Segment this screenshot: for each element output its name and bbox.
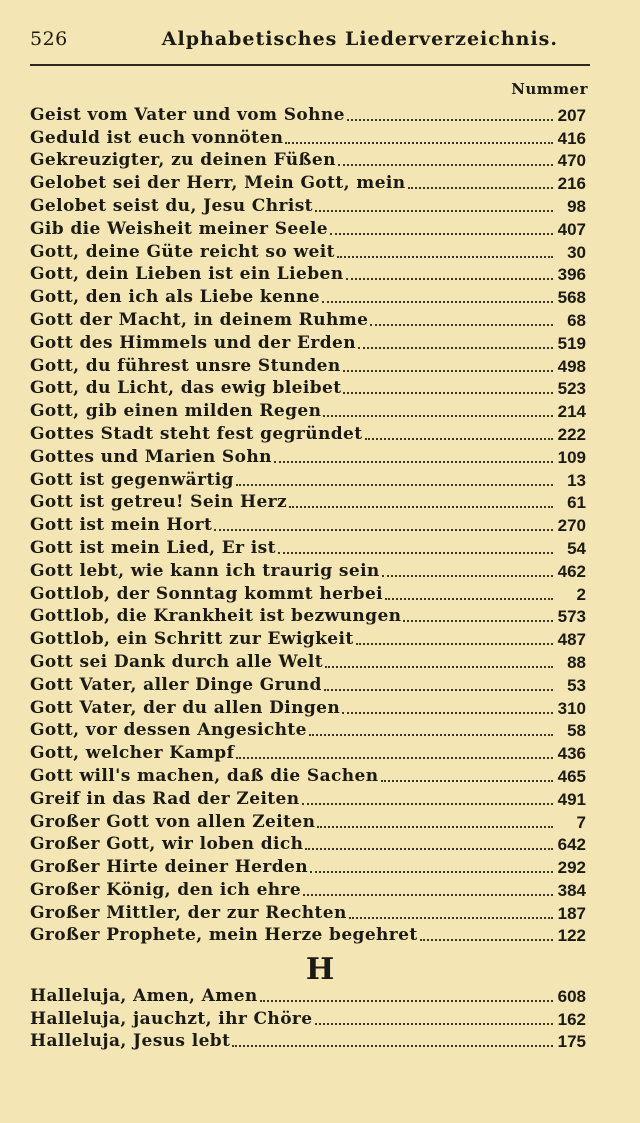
entry-number: 436 [557, 744, 586, 764]
entry-number: 214 [557, 402, 586, 422]
index-entry [30, 490, 586, 513]
index-entry [30, 983, 586, 1006]
entry-number: 13 [567, 470, 586, 490]
dot-leader [303, 893, 553, 896]
index-entry [30, 763, 586, 786]
entry-number: 498 [557, 356, 586, 376]
dot-leader [370, 323, 553, 326]
dot-leader [289, 505, 553, 508]
entry-number: 396 [557, 265, 586, 285]
entry-number: 407 [557, 219, 586, 239]
index-entry [30, 102, 586, 125]
dot-leader [330, 232, 553, 235]
index-entry [30, 262, 586, 285]
index-entry [30, 854, 586, 877]
entry-title: Gott, deine Güte reicht so weit [30, 241, 335, 262]
index-entry [30, 1006, 586, 1029]
entry-title: Großer Gott von allen Zeiten [30, 811, 316, 832]
index-entry [30, 626, 586, 649]
index-entry [30, 193, 586, 216]
entry-number: 216 [557, 174, 586, 194]
index-list-h [30, 983, 586, 1051]
index-entry [30, 672, 586, 695]
entry-title: Gott lebt, wie kann ich traurig sein [30, 560, 380, 581]
index-entry [30, 740, 586, 763]
index-entry [30, 695, 586, 718]
entry-title: Halleluja, jauchzt, ihr Chöre [30, 1008, 313, 1029]
entry-number: 519 [557, 333, 586, 353]
dot-leader [232, 1044, 553, 1047]
entry-title: Gott, welcher Kampf [30, 743, 235, 764]
dot-leader [358, 346, 553, 349]
dot-leader [278, 551, 553, 554]
entry-title: Gott, du Licht, das ewig bleibet [30, 378, 342, 399]
index-entry [30, 877, 586, 900]
index-entry [30, 330, 586, 353]
dot-leader [338, 163, 553, 166]
entry-title: Gottes Stadt steht fest gegründet [30, 423, 363, 444]
index-entry [30, 718, 586, 741]
dot-leader [260, 999, 553, 1002]
index-entry [30, 125, 586, 148]
entry-number: 88 [567, 652, 586, 672]
entry-number: 30 [567, 242, 586, 262]
dot-leader [349, 916, 553, 919]
index-entry [30, 353, 586, 376]
entry-number: 642 [557, 835, 586, 855]
index-entry [30, 216, 586, 239]
entry-number: 175 [557, 1032, 586, 1052]
index-entry [30, 581, 586, 604]
entry-number: 222 [557, 424, 586, 444]
entry-number: 98 [567, 196, 586, 216]
entry-number: 491 [557, 789, 586, 809]
dot-leader [310, 870, 553, 873]
dot-leader [305, 847, 553, 850]
running-title: Alphabetisches Liederverzeichnis. [161, 28, 558, 50]
dot-leader [322, 300, 553, 303]
entry-number: 416 [557, 128, 586, 148]
column-header-nummer: Nummer [511, 80, 588, 98]
entry-number: 109 [557, 447, 586, 467]
dot-leader [324, 688, 553, 691]
entry-number: 573 [557, 607, 586, 627]
dot-leader [315, 1022, 553, 1025]
entry-title: Gott sei Dank durch alle Welt [30, 651, 323, 672]
index-entry [30, 786, 586, 809]
entry-title: Großer König, den ich ehre [30, 879, 302, 900]
index-entry [30, 148, 586, 171]
entry-number: 310 [557, 698, 586, 718]
dot-leader [343, 369, 553, 372]
entry-title: Gottlob, der Sonntag kommt herbei [30, 583, 384, 604]
index-entry [30, 535, 586, 558]
index-entry [30, 467, 586, 490]
index-entry [30, 444, 586, 467]
entry-number: 470 [557, 151, 586, 171]
dot-leader [408, 186, 553, 189]
dot-leader [236, 483, 553, 486]
page-number: 526 [30, 28, 68, 50]
entry-title: Gottlob, die Krankheit ist bezwungen [30, 606, 402, 627]
entry-title: Gott, du führest unsre Stunden [30, 355, 341, 376]
dot-leader [274, 460, 553, 463]
entry-number: 61 [567, 493, 586, 513]
index-entry [30, 398, 586, 421]
entry-title: Geduld ist euch vonnöten [30, 127, 284, 148]
index-entry [30, 170, 586, 193]
dot-leader [325, 665, 553, 668]
entry-number: 568 [557, 288, 586, 308]
entry-title: Gott ist mein Hort [30, 515, 213, 536]
entry-title: Gib die Weisheit meiner Seele [30, 218, 328, 239]
entry-number: 384 [557, 880, 586, 900]
dot-leader [365, 437, 553, 440]
index-entry [30, 512, 586, 535]
entry-number: 523 [557, 379, 586, 399]
entry-title: Gott, vor dessen Angesichte [30, 720, 307, 741]
entry-title: Großer Gott, wir loben dich [30, 834, 304, 855]
entry-number: 292 [557, 858, 586, 878]
entry-number: 7 [576, 812, 586, 832]
entry-title: Gottlob, ein Schritt zur Ewigkeit [30, 629, 354, 650]
index-entry [30, 809, 586, 832]
entry-title: Halleluja, Jesus lebt [30, 1031, 231, 1052]
dot-leader [337, 255, 553, 258]
entry-title: Gottes und Marien Sohn [30, 446, 272, 467]
index-entry [30, 900, 586, 923]
entry-number: 270 [557, 516, 586, 536]
entry-title: Gott, dein Lieben ist ein Lieben [30, 264, 344, 285]
entry-title: Gott, gib einen milden Regen [30, 401, 322, 422]
entry-title: Halleluja, Amen, Amen [30, 985, 258, 1006]
dot-leader [315, 209, 553, 212]
entry-title: Gott ist getreu! Sein Herz [30, 492, 288, 513]
dot-leader [342, 711, 553, 714]
entry-title: Gekreuzigter, zu deinen Füßen [30, 150, 336, 171]
entry-title: Gelobet sei der Herr, Mein Gott, mein [30, 173, 406, 194]
entry-title: Gott des Himmels und der Erden [30, 332, 357, 353]
entry-title: Gott ist gegenwärtig [30, 469, 234, 490]
entry-number: 2 [576, 584, 586, 604]
entry-title: Gott will's machen, daß die Sachen [30, 765, 379, 786]
index-entry [30, 376, 586, 399]
dot-leader [403, 619, 553, 622]
dot-leader [346, 277, 554, 280]
entry-number: 462 [557, 561, 586, 581]
dot-leader [356, 642, 553, 645]
dot-leader [347, 118, 553, 121]
page-header [30, 28, 610, 56]
index-entry [30, 558, 586, 581]
dot-leader [382, 574, 553, 577]
entry-title: Geist vom Vater und vom Sohne [30, 104, 345, 125]
dot-leader [420, 938, 553, 941]
dot-leader [236, 756, 553, 759]
entry-title: Großer Mittler, der zur Rechten [30, 902, 347, 923]
index-entry [30, 307, 586, 330]
index-entry [30, 923, 586, 946]
entry-number: 53 [567, 675, 586, 695]
dot-leader [214, 528, 553, 531]
index-entry [30, 604, 586, 627]
dot-leader [285, 141, 553, 144]
entry-title: Gott ist mein Lied, Er ist [30, 537, 276, 558]
entry-title: Gelobet seist du, Jesu Christ [30, 195, 313, 216]
index-entry [30, 239, 586, 262]
entry-number: 207 [557, 105, 586, 125]
index-list-g [30, 102, 586, 945]
entry-title: Gott, den ich als Liebe kenne [30, 287, 321, 308]
index-entry [30, 832, 586, 855]
entry-number: 487 [557, 630, 586, 650]
entry-title: Großer Prophete, mein Herze begehret [30, 925, 418, 946]
entry-number: 162 [557, 1009, 586, 1029]
entry-number: 187 [557, 903, 586, 923]
dot-leader [317, 825, 553, 828]
header-rule [30, 64, 590, 66]
index-entry [30, 1029, 586, 1052]
entry-number: 54 [567, 538, 586, 558]
dot-leader [309, 733, 553, 736]
entry-title: Gott Vater, der du allen Dingen [30, 697, 341, 718]
entry-number: 58 [567, 721, 586, 741]
entry-title: Gott der Macht, in deinem Ruhme [30, 309, 369, 330]
entry-number: 465 [557, 766, 586, 786]
dot-leader [302, 802, 553, 805]
entry-title: Greif in das Rad der Zeiten [30, 788, 300, 809]
entry-number: 68 [567, 310, 586, 330]
dot-leader [323, 414, 553, 417]
dot-leader [343, 391, 553, 394]
index-entry [30, 649, 586, 672]
entry-title: Gott Vater, aller Dinge Grund [30, 674, 322, 695]
dot-leader [381, 779, 553, 782]
dot-leader [385, 597, 553, 600]
entry-number: 122 [557, 926, 586, 946]
index-entry [30, 284, 586, 307]
section-letter: H [305, 952, 335, 987]
entry-title: Großer Hirte deiner Herden [30, 857, 308, 878]
index-entry [30, 421, 586, 444]
entry-number: 608 [557, 986, 586, 1006]
